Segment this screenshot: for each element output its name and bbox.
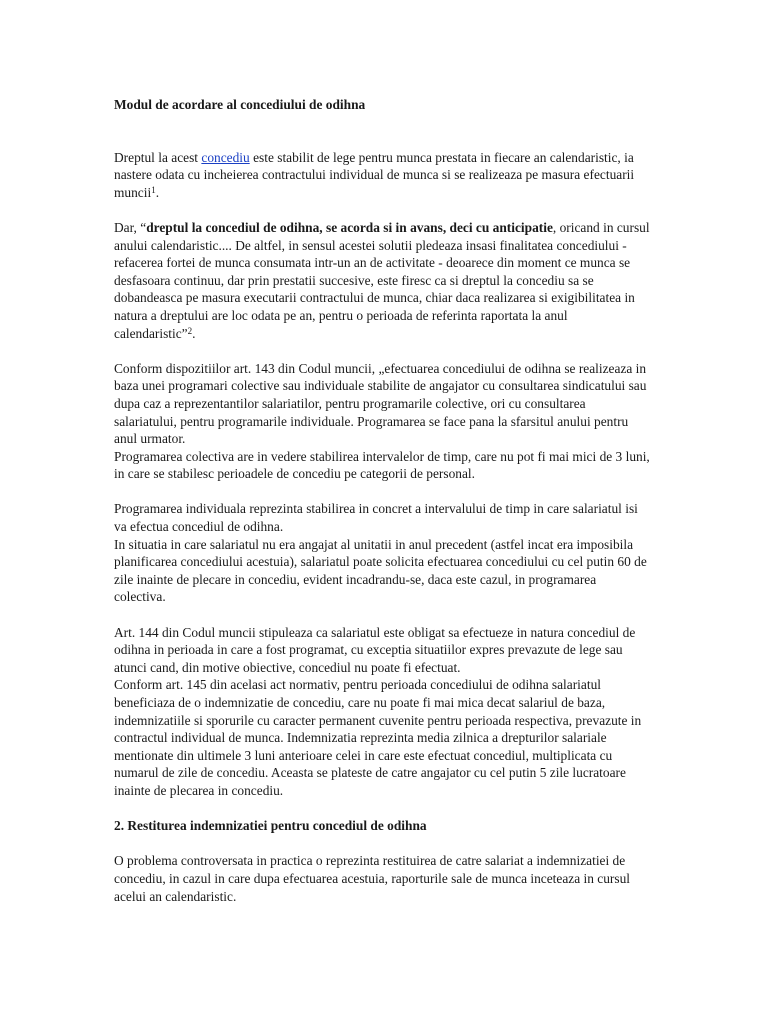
paragraph-4b: In situatia in care salariatul nu era angajat al unitatii in anul precedent (astfel incat era imposibila planificarea concediului acestuia), salariatul poate solicita efectuarea concediului cu cel putin 60 de zile inainte de plecare in concediu, evident incadrandu-se, daca este cazul, in programarea colectiva. [114,536,647,605]
paragraph-3b: Programarea colectiva are in vedere stabilirea intervalelor de timp, care nu pot fi mai mici de 3 luni, in care se stabilesc perioadele de concediu pe categorii de personal. [114,448,650,482]
paragraph-5b: Conform art. 145 din acelasi act normativ, pentru perioada concediului de odihna salariatul beneficiaza de o indemnizatie de concediu, care nu poate fi mai mica decat salariul de baza, indemnizatiile si sporurile cu caracter permanent cuvenite pentru perioada respectiva, prevazute in contractul individual de munca. Indemnizatia reprezinta media zilnica a drepturilor salariale mentionate din ultimele 3 luni anterioare celei in care este efectuat concediul, multiplicata cu numarul de zile de concediu. Aceasta se plateste de catre angajator cu cel putin 5 zile lucratoare inainte de plecarea in concediu. [114,677,642,798]
footnote-2-ref[interactable]: 2 [187,325,193,336]
paragraph-4a: Programarea individuala reprezinta stabilirea in concret a intervalului de timp in care salariatul isi va efectua concediul de odihna. [114,501,638,535]
paragraph-2-bold: dreptul la concediul de odihna, se acorda si in avans, deci cu anticipatie [146,219,553,235]
paragraph-5a: Art. 144 din Codul muncii stipuleaza ca salariatul este obligat sa efectueze in natura concediul de odihna in perioada in care a fost programat, cu exceptia situatiilor expres prevazute de lege sau atunci cand, din motive obiective, concediul nu poate fi efectuat. [114,624,636,675]
paragraph-2 [114,219,650,342]
paragraph-1-end: . [155,184,160,200]
paragraph-1-text-cont: este stabilit de lege pentru munca prestata in fiecare an calendaristic, ia nastere odata cu incheierea contractului individual de munca si se realizeaza pe masura efectuarii muncii [114,149,635,200]
paragraph-2-rest: , oricand in cursul anului calendaristic.... De altfel, in sensul acestei solutii pledeaza insasi finalitatea concediului - refacerea fortei de munca consumata intr-un an de activitate - deoarece din moment ce munca se desfasoara continuu, dar prin prestatii succesive, este firesc ca si dreptul la concediu sa se dobandeasca pe masura executarii contractului de munca, chiar daca realizarea si exigibilitatea in natura a dreptului are loc odata pe an, pentru o perioada de referinta raportata la anul calendaristic” [114,219,650,341]
paragraph-2-intro: Dar, “ [114,219,147,235]
document-title: Modul de acordare al concediului de odihna [114,97,366,112]
paragraph-1 [114,149,650,202]
paragraph-3a: Conform dispozitiilor art. 143 din Codul muncii, „efectuarea concediului de odihna se realizeaza in baza unei programari colective sau individuale stabilite de angajator cu consultarea sindicatului sau dupa caz a reprezentantilor salariatilor, pentru programarile colective, ori cu consultarea salariatului, pentru programarile individuale. Programarea se face pana la sfarsitul anului pentru anul urmator. [114,360,647,447]
paragraph-1-text: Dreptul la acest [114,149,202,165]
document-page [114,96,650,905]
concediu-link[interactable]: concediu [201,149,250,165]
paragraph-2-end: . [192,325,196,341]
footnote-1-ref[interactable]: 1 [151,184,156,195]
paragraph-6: O problema controversata in practica o reprezinta restituirea de catre salariat a indemnizatiei de concediu, in cazul in care dupa efectuarea acestuia, raporturile sale de munca inceteaza in cursul acelui an calendaristic. [114,853,631,904]
section-heading-2: 2. Restiturea indemnizatiei pentru concediul de odihna [114,818,427,834]
